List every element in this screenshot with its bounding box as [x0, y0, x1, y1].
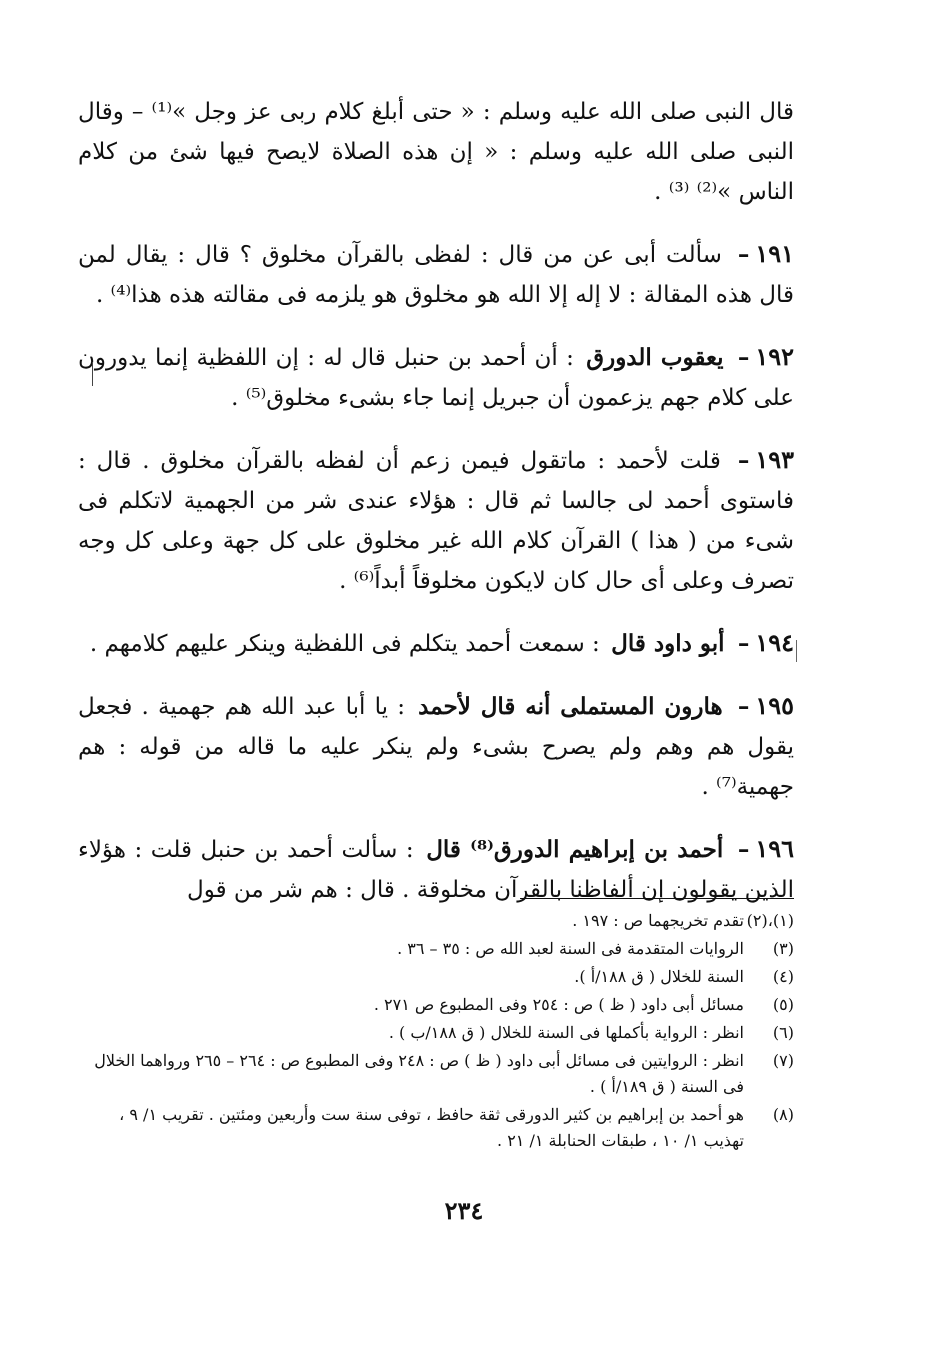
- footnote-text: الروايات المتقدمة فى السنة لعبد الله ص : ٣٥ – ٣٦ .: [397, 939, 744, 958]
- paragraph-192: [78, 337, 794, 418]
- paragraph-number: ١٩٦: [755, 834, 795, 863]
- paragraph-number: ١٩٣: [755, 445, 795, 474]
- paragraph-text: سألت أبى عن من قال : لفظى بالقرآن مخلوق ؟ قال : يقال لمن قال هذه المقالة : لا إله إلا الله هو مخلوق هو يلزمه فى مقالته هذه هذا⁽⁴⁾ .: [78, 242, 794, 308]
- paragraph-text: : سألت أحمد بن حنبل قلت : هؤلاء الذين يقولون إن ألفاظنا بالقرآن مخلوقة . قال : هم شر من قول: [78, 837, 794, 903]
- paragraph-number: ١٩٥: [755, 691, 795, 720]
- paragraph-text: : أن أحمد بن حنبل قال له : إن اللفظية إنما يدورون على كلام جهم يزعمون أن جبريل إنما جاء بشىء مخلوق⁽⁵⁾ .: [78, 345, 794, 411]
- paragraph-191: [78, 234, 794, 315]
- footnotes: [78, 908, 794, 1156]
- footnote-mark: (٤): [772, 967, 794, 986]
- footnote-text: انظر : الرواية بأكملها فى السنة للخلال ( ق ١٨٨/ب ) .: [388, 1023, 744, 1042]
- footnote-item: [78, 1102, 794, 1154]
- dash: –: [737, 447, 750, 474]
- narrator-name: يعقوب الدورق: [586, 344, 724, 371]
- footnote-text: انظر : الروايتين فى مسائل أبى داود ( ظ ) ص : ٢٤٨ وفى المطبوع ص : ٢٦٤ – ٢٦٥ ورواهما الخلال فى السنة ( ق ١٨٩/أ ) .: [94, 1051, 744, 1096]
- margin-mark: [796, 640, 797, 662]
- footnote-item: [78, 964, 794, 990]
- footnote-text: تقدم تخريجهما ص : ١٩٧ .: [572, 911, 744, 930]
- footnote-mark: (٣): [772, 939, 794, 958]
- paragraph-text: : سمعت أحمد يتكلم فى اللفظية وينكر عليهم كلامهم .: [89, 631, 600, 657]
- intro-text: قال النبى صلى الله عليه وسلم : « حتى أبلغ كلام ربى عز وجل »⁽¹⁾ – وقال النبى صلى الله عليه وسلم : « إن هذه الصلاة لايصح فيها شئ من كلام الناس »⁽²⁾ ⁽³⁾ .: [78, 99, 794, 205]
- paragraph-text: قلت لأحمد : ماتقول فيمن زعم أن لفظه بالقرآن مخلوق . قال : فاستوى أحمد لى جالسا ثم قال : هؤلاء عندى شر من الجهمية لاتكلم فى شىء من ( هذا ) القرآن كلام الله غير مخلوق على كل جهة وعلى كل وجه تصرف وعلى أى حال كان لايكون مخلوقاً أبداً⁽⁶⁾ .: [78, 448, 794, 594]
- footnote-item: [78, 908, 794, 934]
- footnote-text: مسائل أبى داود ( ظ ) ص : ٢٥٤ وفى المطبوع ص ٢٧١ .: [373, 995, 744, 1014]
- dash: –: [737, 836, 750, 863]
- narrator-name: أحمد بن إبراهيم الدورق⁽⁸⁾ قال: [426, 836, 724, 863]
- footnote-item: [78, 1020, 794, 1046]
- footnote-mark: (٥): [772, 995, 794, 1014]
- narrator-name: أبو داود قال: [611, 630, 725, 657]
- footnote-mark: (٦): [772, 1023, 794, 1042]
- paragraph-193: [78, 440, 794, 601]
- narrator-name: هارون المستملى أنه قال لأحمد: [418, 693, 723, 720]
- intro-paragraph: [78, 92, 794, 212]
- footnote-text: السنة للخلال ( ق ١٨٨/أ ).: [574, 967, 744, 986]
- footnote-item: [78, 936, 794, 962]
- footnote-mark: (٧): [772, 1051, 794, 1070]
- page-number: ٢٣٤: [444, 1196, 484, 1225]
- paragraph-number: ١٩٤: [755, 628, 794, 657]
- dash: –: [737, 344, 750, 371]
- footnote-text: هو أحمد بن إبراهيم بن كثير الدورقى ثقة حافظ ، توفى سنة ست وأربعين ومئتين . تقريب ١/ ٩ ، تهذيب ١/ ١٠ ، طبقات الحنابلة ١/ ٢١ .: [119, 1105, 744, 1150]
- footnote-mark: (٨): [772, 1105, 794, 1124]
- footnote-mark: (١)،(٢): [746, 911, 794, 930]
- paragraph-194: [78, 623, 794, 664]
- dash: –: [737, 693, 750, 720]
- dash: –: [737, 630, 750, 657]
- dash: –: [737, 241, 750, 268]
- main-text: [78, 92, 794, 932]
- paragraph-number: ١٩١: [755, 239, 794, 268]
- paragraph-195: [78, 686, 794, 807]
- footnote-item: [78, 1048, 794, 1100]
- footnote-item: [78, 992, 794, 1018]
- paragraph-text: : يا أبا عبد الله هم جهمية . فجعل يقول هم وهم ولم يصرح بشىء ولم ينكر عليه ما قاله من قوله : هم جهمية⁽⁷⁾ .: [78, 694, 794, 800]
- paragraph-number: ١٩٢: [755, 342, 795, 371]
- footnote-divider: [520, 898, 794, 899]
- margin-mark: [92, 362, 93, 386]
